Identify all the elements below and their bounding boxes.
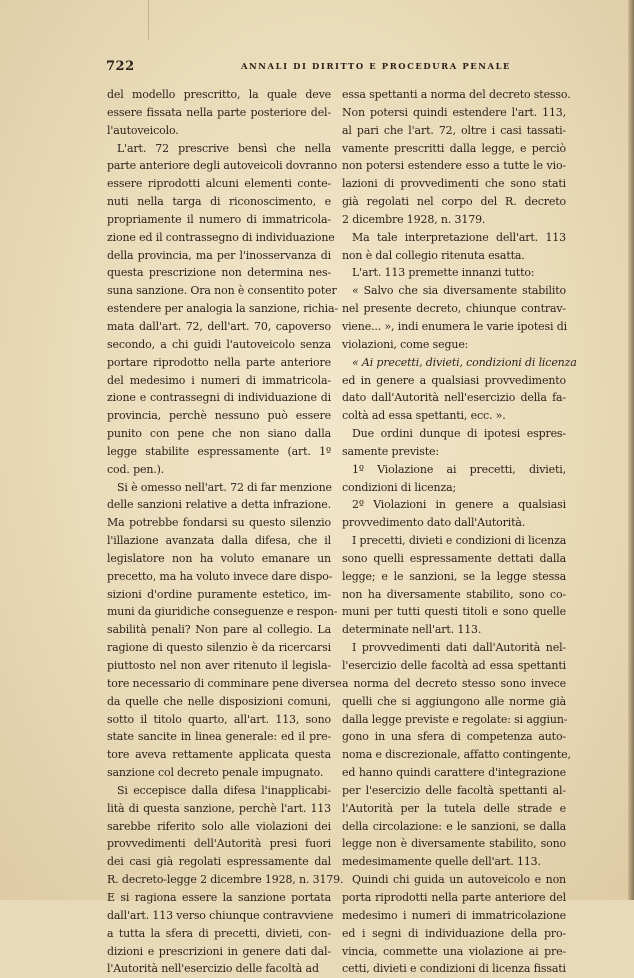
text-line: estendere per analogia la sanzione, richia- <box>107 302 338 316</box>
text-line: Ma tale interpretazione dell'art. 113 <box>352 230 566 244</box>
text-line: ragione di questo silenzio è da ricercarsi <box>107 641 331 655</box>
text-line: lità di questa sanzione, perchè l'art. 113 <box>107 801 331 815</box>
text-line: secondo, a chi guidi l'autoveicolo senza <box>107 337 331 351</box>
text-line: medesimo i numeri di immatricolazione <box>342 908 566 922</box>
text-line: determinate nell'art. 113. <box>342 623 482 637</box>
text-line: a norma del decreto stesso sono invece <box>342 676 566 690</box>
running-title: ANNALI DI DIRITTO E PROCEDURA PENALE <box>240 61 512 71</box>
text-line: del modello prescritto, la quale deve <box>107 88 331 101</box>
text-line: essa spettanti a norma del decreto stesso. <box>342 88 571 101</box>
text-line: da quelle che nelle disposizioni comuni, <box>107 694 331 708</box>
text-line: muni per tutti questi titoli e sono quelle <box>342 605 566 619</box>
text-line: dato dall'Autorità nell'esercizio della fa- <box>342 391 566 405</box>
text-line: a tutta la sfera di precetti, divieti, con- <box>107 926 331 940</box>
text-line: 2º Violazioni in genere a qualsiasi <box>352 498 566 512</box>
text-line: l'Autorità per la tutela delle strade e <box>342 801 566 815</box>
text-line: provvedimenti dell'Autorità presi fuori <box>107 837 331 851</box>
paper-fold-mark <box>148 0 149 40</box>
text-line: suna sanzione. Ora non è consentito poter <box>107 284 337 298</box>
text-line: ed i segni di individuazione della pro- <box>342 926 566 940</box>
text-line: zione e contrassegni di individuazione di <box>107 391 331 405</box>
text-line: sabilità penali? Non pare al collegio. La <box>107 623 331 637</box>
text-line: quelli che si aggiungono alle norme già <box>342 694 566 708</box>
text-line: cetti, divieti e condizioni di licenza fissati <box>342 962 566 976</box>
text-line: state sancite in linea generale: ed il pre- <box>107 730 331 744</box>
page-number: 722 <box>106 59 135 74</box>
text-line: « Ai precetti, divieti, condizioni di licenza <box>352 355 577 369</box>
text-line: Non potersi quindi estendere l'art. 113, <box>342 105 566 119</box>
text-line: al pari che l'art. 72, oltre i casi tassati- <box>342 123 566 137</box>
text-line: provvedimento dato dall'Autorità. <box>342 516 526 530</box>
text-line: piuttosto nel non aver ritenuto il legisla- <box>107 659 331 672</box>
text-line: nel presente decreto, chiunque contrav- <box>342 302 566 316</box>
text-line: legge non è diversamente stabilito, sono <box>342 837 566 851</box>
text-line: L'art. 72 prescrive bensì che nella <box>117 141 331 155</box>
text-line: lazioni di provvedimenti che sono stati <box>342 177 566 191</box>
text-line: non è dal collegio ritenuta esatta. <box>342 248 525 262</box>
text-line: punito con pene che non siano dalla <box>107 427 331 441</box>
text-line: non potersi estendere esso a tutte le vio- <box>342 159 566 173</box>
text-line: muni da giuridiche conseguenze e respon- <box>107 605 338 619</box>
text-line: 2 dicembre 1928, n. 3179. <box>342 212 486 226</box>
text-line: medesimamente quelle dell'art. 113. <box>342 855 541 869</box>
text-line: porta riprodotti nella parte anteriore del <box>342 890 566 904</box>
text-line: condizioni di licenza; <box>342 480 457 494</box>
text-line: tore aveva rettamente applicata questa <box>107 748 331 762</box>
text-line: I precetti, divieti e condizioni di licenza <box>352 534 567 548</box>
text-line: precetto, ma ha voluto invece dare dispo- <box>107 569 333 583</box>
text-line: legge stabilite espressamente (art. 1º <box>107 444 331 458</box>
text-line: zione ed il contrassegno di individuazione <box>107 230 335 244</box>
text-line: noma e discrezionale, affatto contingente, <box>342 748 571 762</box>
text-line: sono quelli espressamente dettati dalla <box>342 551 566 565</box>
text-line: della circolazione: e le sanzioni, se dalla <box>342 819 566 833</box>
text-line: ed hanno quindi carattere d'integrazione <box>342 766 566 780</box>
text-line: l'illazione avanzata dalla difesa, che il <box>107 534 331 548</box>
page-edge-shadow <box>628 0 634 900</box>
text-line: nuti nella targa di riconoscimento, e <box>107 195 331 209</box>
text-line: E si ragiona essere la sanzione portata <box>107 890 331 904</box>
text-line: dalla legge previste e regolate: si aggiun- <box>342 712 568 726</box>
text-line: del medesimo i numeri di immatricola- <box>107 373 331 387</box>
text-line: Ma potrebbe fondarsi su questo silenzio <box>107 516 331 530</box>
text-line: l'autoveicolo. <box>107 123 179 137</box>
text-line: Quindi chi guida un autoveicolo e non <box>352 873 566 887</box>
right-text-column <box>342 86 577 978</box>
text-line: sotto il titolo quarto, all'art. 113, sono <box>107 712 331 726</box>
text-line: I provvedimenti dati dall'Autorità nel- <box>352 641 566 655</box>
text-line: Due ordini dunque di ipotesi espres- <box>352 427 566 441</box>
text-line: l'Autorità nell'esercizio delle facoltà ad <box>107 962 319 976</box>
page-header <box>106 59 566 75</box>
text-line: R. decreto-legge 2 dicembre 1928, n. 3179. <box>107 873 344 887</box>
text-line: viene... », indi enumera le varie ipotesi di <box>342 319 567 333</box>
text-line: 1º Violazione ai precetti, divieti, <box>352 462 566 476</box>
text-line: dizioni e prescrizioni in genere dati dal- <box>107 944 331 958</box>
text-line: gono in una sfera di competenza auto- <box>342 730 566 744</box>
text-line: l'esercizio delle facoltà ad essa spettanti <box>342 659 566 672</box>
text-line: vamente prescritti dalla legge, e perciò <box>342 141 566 155</box>
text-line: « Salvo che sia diversamente stabilito <box>352 284 566 298</box>
text-line: essere fissata nella parte posteriore del- <box>107 105 331 119</box>
text-line: essere riprodotti alcuni elementi conte- <box>107 177 331 191</box>
text-line: sanzione col decreto penale impugnato. <box>107 766 324 780</box>
text-line: L'art. 113 premette innanzi tutto: <box>352 266 535 280</box>
text-line: non ha diversamente stabilito, sono co- <box>342 587 566 601</box>
text-line: vincia, commette una violazione ai pre- <box>342 944 566 958</box>
text-line: dei casi già regolati espressamente dal <box>107 855 331 869</box>
text-line: Si eccepisce dalla difesa l'inapplicabi- <box>117 783 331 797</box>
text-line: legislatore non ha voluto emanare un <box>107 551 331 565</box>
text-line: cod. pen.). <box>107 462 165 476</box>
text-line: già regolati nel corpo del R. decreto <box>342 195 566 209</box>
text-line: legge; e le sanzioni, se la legge stessa <box>342 569 566 583</box>
text-line: sarebbe riferito solo alle violazioni dei <box>107 819 331 833</box>
text-line: tore necessario di comminare pene diverse <box>107 676 342 690</box>
text-line: mata dall'art. 72, dell'art. 70, capoverso <box>107 319 331 333</box>
text-line: per l'esercizio delle facoltà spettanti al- <box>342 783 566 797</box>
text-line: provincia, perchè nessuno può essere <box>107 409 331 423</box>
text-line: delle sanzioni relative a detta infrazione. <box>107 498 331 512</box>
text-line: ed in genere a qualsiasi provvedimento <box>342 373 566 387</box>
left-text-column <box>107 86 344 978</box>
text-line: portare riprodotto nella parte anteriore <box>107 355 331 369</box>
text-line: dall'art. 113 verso chiunque contravviene <box>107 908 334 922</box>
text-line: questa prescrizione non determina nes- <box>107 266 331 280</box>
text-line: coltà ad essa spettanti, ecc. ». <box>342 409 506 423</box>
text-line: samente previste: <box>342 444 439 458</box>
text-line: Si è omesso nell'art. 72 di far menzione <box>117 480 332 494</box>
text-line: sizioni d'ordine puramente estetico, im- <box>107 587 331 601</box>
text-line: parte anteriore degli autoveicoli dovranno <box>107 159 338 173</box>
text-line: propriamente il numero di immatricola- <box>107 212 331 226</box>
text-line: della provincia, ma per l'inosservanza di <box>107 248 331 262</box>
text-line: violazioni, come segue: <box>342 337 469 351</box>
